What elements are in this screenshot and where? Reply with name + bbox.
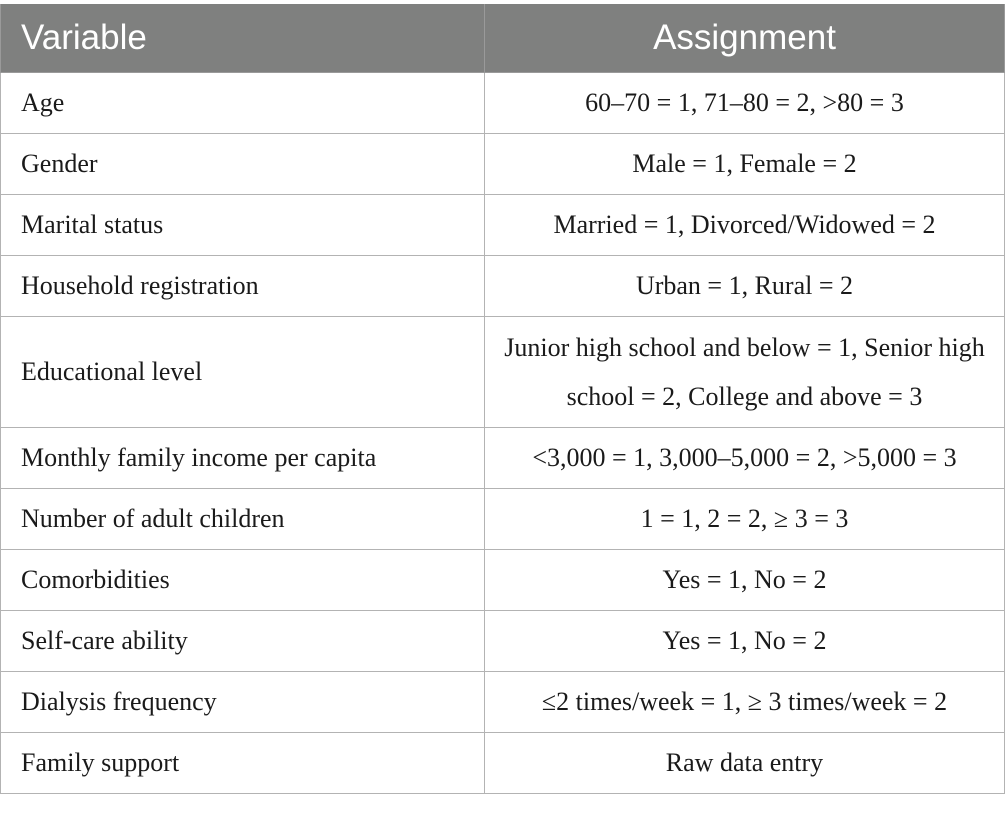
variable-cell: Self-care ability	[1, 611, 485, 672]
assignment-cell: ≤2 times/week = 1, ≥ 3 times/week = 2	[485, 672, 1005, 733]
variable-cell: Gender	[1, 134, 485, 195]
assignment-cell: Married = 1, Divorced/Widowed = 2	[485, 195, 1005, 256]
table-row	[1, 672, 1005, 733]
variable-cell: Marital status	[1, 195, 485, 256]
table-row	[1, 733, 1005, 794]
variable-assignment-table	[0, 4, 1005, 794]
assignment-cell: 60–70 = 1, 71–80 = 2, >80 = 3	[485, 73, 1005, 134]
table-row	[1, 73, 1005, 134]
header-row	[1, 4, 1005, 73]
variable-cell: Dialysis frequency	[1, 672, 485, 733]
assignment-cell: Yes = 1, No = 2	[485, 550, 1005, 611]
table-header	[1, 4, 1005, 73]
table-row	[1, 489, 1005, 550]
assignment-cell: Raw data entry	[485, 733, 1005, 794]
assignment-cell: Urban = 1, Rural = 2	[485, 256, 1005, 317]
table-row	[1, 195, 1005, 256]
variable-cell: Comorbidities	[1, 550, 485, 611]
table-row	[1, 317, 1005, 428]
table-row	[1, 611, 1005, 672]
variable-cell: Educational level	[1, 317, 485, 428]
table-row	[1, 428, 1005, 489]
variable-cell: Household registration	[1, 256, 485, 317]
variable-cell: Age	[1, 73, 485, 134]
table-body	[1, 73, 1005, 794]
table-row	[1, 550, 1005, 611]
header-variable: Variable	[1, 4, 485, 73]
assignment-cell: Junior high school and below = 1, Senior high school = 2, College and above = 3	[485, 317, 1005, 428]
variable-cell: Family support	[1, 733, 485, 794]
table-row	[1, 256, 1005, 317]
assignment-cell: Male = 1, Female = 2	[485, 134, 1005, 195]
assignment-cell: <3,000 = 1, 3,000–5,000 = 2, >5,000 = 3	[485, 428, 1005, 489]
variable-cell: Number of adult children	[1, 489, 485, 550]
variable-cell: Monthly family income per capita	[1, 428, 485, 489]
assignment-cell: Yes = 1, No = 2	[485, 611, 1005, 672]
header-assignment: Assignment	[485, 4, 1005, 73]
table-row	[1, 134, 1005, 195]
assignment-cell: 1 = 1, 2 = 2, ≥ 3 = 3	[485, 489, 1005, 550]
